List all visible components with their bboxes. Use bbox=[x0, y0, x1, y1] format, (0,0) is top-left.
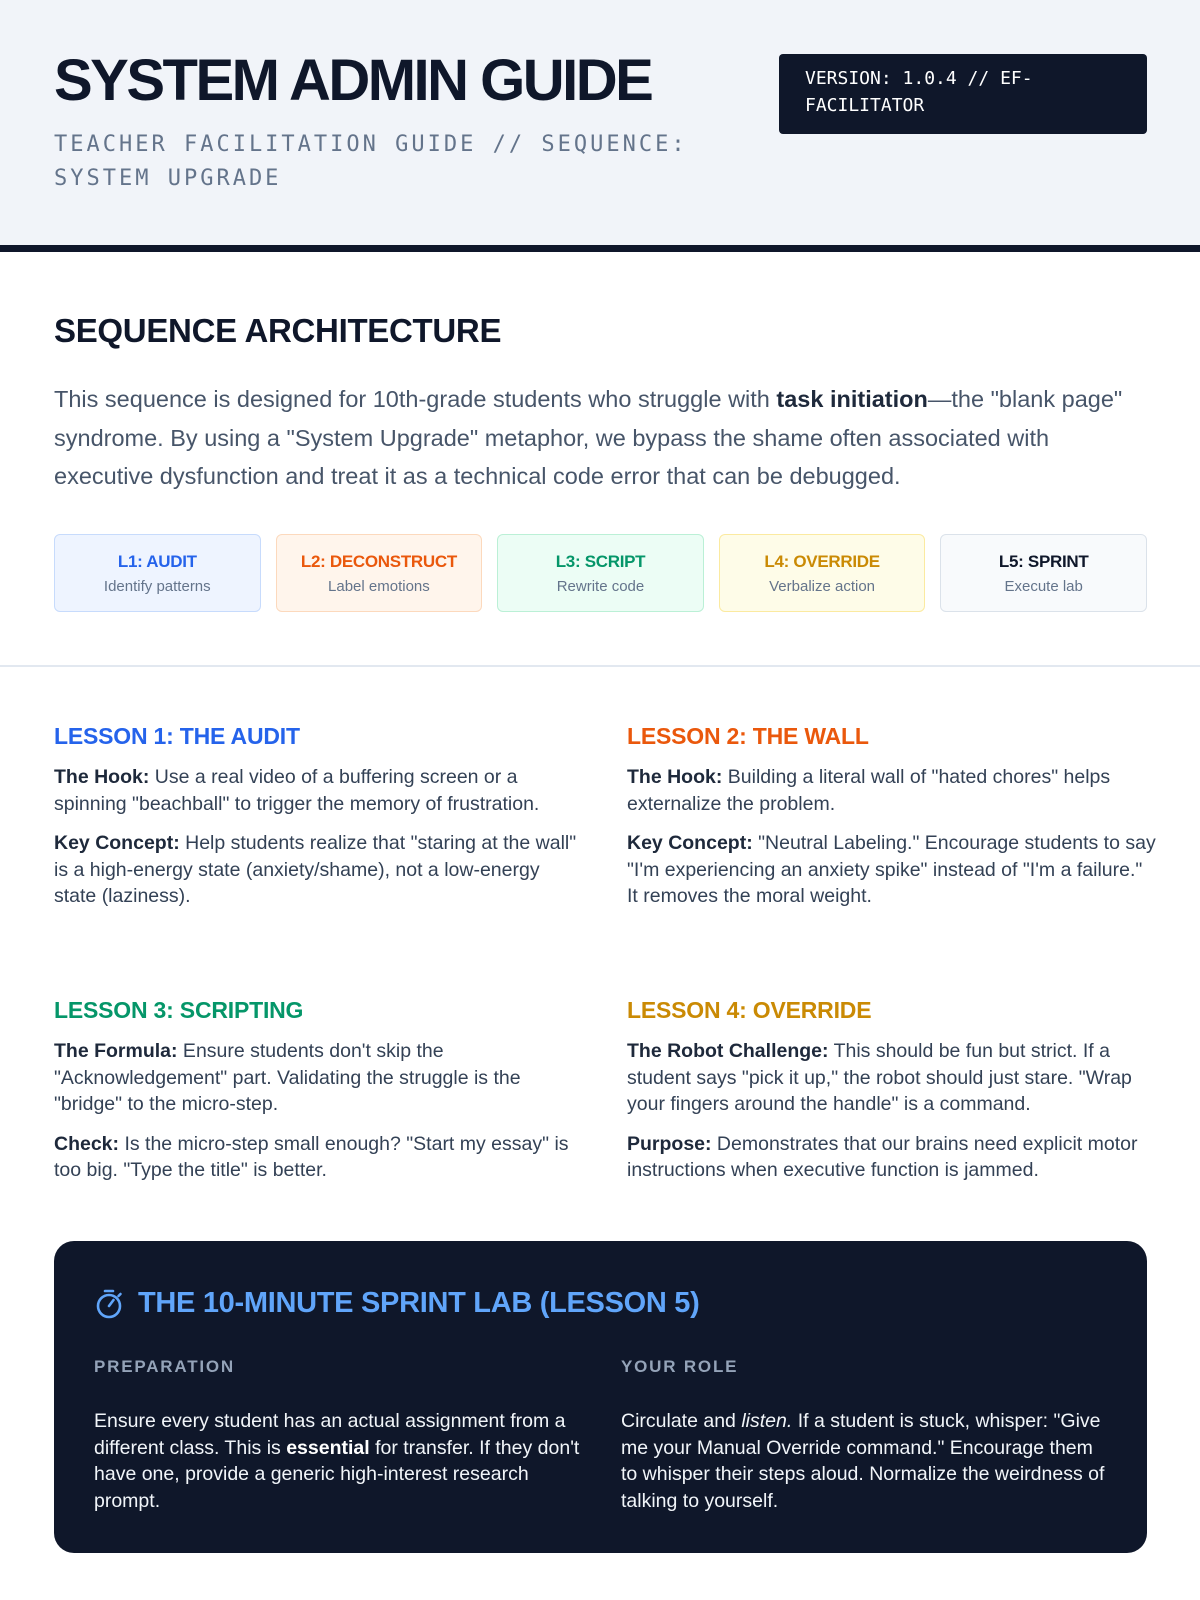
lesson-title: LESSON 4: OVERRIDE bbox=[627, 997, 872, 1023]
step-card-sprint bbox=[940, 534, 1147, 612]
lesson-term: The Hook: bbox=[54, 766, 150, 788]
prep-text-start: Ensure every student has an actual assignment from a different class. This is bbox=[94, 1410, 566, 1459]
lesson-text: Demonstrates that our brains need explicit motor instructions when executive function is jammed. bbox=[627, 1132, 1138, 1181]
version-badge: VERSION: 1.0.4 // EF-FACILITATOR bbox=[779, 54, 1147, 134]
lesson-term: The Hook: bbox=[627, 766, 723, 788]
lesson-text: Ensure students don't skip the "Acknowledgement" part. Validating the struggle is the "bridge" to the micro-step. bbox=[54, 1040, 521, 1115]
step-sublabel: Identify patterns bbox=[103, 577, 211, 595]
lesson-text: "Neutral Labeling." Encourage students to say "I'm experiencing an anxiety spike" instead of "I'm a failure." It removes the moral weight. bbox=[627, 832, 1156, 907]
role-emphasis: listen. bbox=[741, 1410, 793, 1432]
lesson-title: LESSON 3: SCRIPTING bbox=[54, 997, 304, 1023]
lesson-term: The Formula: bbox=[54, 1040, 178, 1062]
lesson-title: LESSON 2: THE WALL bbox=[627, 723, 869, 749]
desc-text-start: This sequence is designed for 10th-grade students who struggle with bbox=[54, 386, 777, 412]
preparation-text bbox=[94, 1408, 584, 1514]
step-card-deconstruct bbox=[276, 534, 483, 612]
lesson-text: Use a real video of a buffering screen or a spinning "beachball" to trigger the memory of frustration. bbox=[54, 766, 540, 815]
step-card-script bbox=[497, 534, 704, 612]
lesson-3-block bbox=[54, 997, 584, 1184]
lesson-paragraph bbox=[627, 764, 1157, 817]
desc-bold-term: task initiation bbox=[776, 386, 928, 412]
section-divider bbox=[0, 665, 1200, 667]
page-title: SYSTEM ADMIN GUIDE bbox=[54, 48, 652, 113]
section-title-architecture: SEQUENCE ARCHITECTURE bbox=[54, 312, 502, 349]
sprint-lab-panel bbox=[54, 1241, 1147, 1553]
step-label: L1: AUDIT bbox=[117, 551, 197, 571]
step-label: L4: OVERRIDE bbox=[764, 551, 880, 571]
lesson-2-block bbox=[627, 723, 1157, 910]
preparation-label: PREPARATION bbox=[94, 1357, 236, 1376]
lesson-paragraph bbox=[627, 1131, 1157, 1184]
lesson-term: Key Concept: bbox=[627, 832, 753, 854]
lesson-text: Building a literal wall of "hated chores" helps externalize the problem. bbox=[627, 766, 1111, 815]
lesson-paragraph bbox=[54, 830, 584, 910]
lesson-paragraph bbox=[54, 1038, 584, 1118]
sprint-lab-header bbox=[94, 1287, 700, 1320]
lesson-text: Is the micro-step small enough? "Start my essay" is too big. "Type the title" is better. bbox=[54, 1132, 569, 1181]
your-role-label: YOUR ROLE bbox=[621, 1357, 739, 1376]
architecture-description bbox=[54, 380, 1154, 496]
desc-text-end: —the "blank page" syndrome. By using a "System Upgrade" metaphor, we bypass the shame often associated with executive dysfunction and treat it as a technical code error that can be debugged. bbox=[54, 386, 1123, 489]
lesson-paragraph bbox=[627, 1038, 1157, 1118]
lesson-paragraph bbox=[627, 830, 1157, 910]
lesson-text: This should be fun but strict. If a student says "pick it up," the robot should just stare. "Wrap your fingers around the handle" is a command. bbox=[627, 1040, 1132, 1115]
lesson-1-block bbox=[54, 723, 584, 910]
your-role-text bbox=[621, 1408, 1111, 1514]
stopwatch-icon bbox=[94, 1288, 124, 1320]
your-role-column bbox=[621, 1357, 1111, 1514]
sequence-steps bbox=[54, 534, 1147, 612]
step-sublabel: Label emotions bbox=[328, 577, 430, 595]
role-text-start: Circulate and bbox=[621, 1410, 742, 1432]
step-sublabel: Verbalize action bbox=[769, 577, 876, 595]
lesson-paragraph bbox=[54, 764, 584, 817]
lesson-paragraph bbox=[54, 1131, 584, 1184]
lesson-term: Key Concept: bbox=[54, 832, 180, 854]
preparation-column bbox=[94, 1357, 584, 1514]
role-text-end: If a student is stuck, whisper: "Give me your Manual Override command." Encourage them to whisper their steps aloud. Normalize the weirdness of talking to yourself. bbox=[621, 1410, 1105, 1512]
prep-bold-term: essential bbox=[286, 1436, 370, 1459]
lesson-title: LESSON 1: THE AUDIT bbox=[54, 723, 300, 749]
step-sublabel: Execute lab bbox=[1004, 577, 1083, 595]
step-label: L3: SCRIPT bbox=[555, 551, 646, 571]
lesson-term: Purpose: bbox=[627, 1132, 712, 1155]
step-card-override bbox=[719, 534, 926, 612]
step-label: L2: DECONSTRUCT bbox=[300, 551, 457, 571]
step-sublabel: Rewrite code bbox=[556, 577, 645, 595]
lesson-term: The Robot Challenge: bbox=[627, 1040, 829, 1062]
lesson-term: Check: bbox=[54, 1132, 120, 1155]
step-card-audit bbox=[54, 534, 261, 612]
sprint-lab-title: THE 10-MINUTE SPRINT LAB (LESSON 5) bbox=[138, 1287, 700, 1319]
lesson-4-block bbox=[627, 997, 1157, 1184]
prep-text-end: for transfer. If they don't have one, provide a generic high-interest research prompt. bbox=[94, 1436, 580, 1512]
step-label: L5: SPRINT bbox=[998, 551, 1089, 571]
page-subtitle: TEACHER FACILITATION GUIDE // SEQUENCE: SYSTEM UPGRADE bbox=[54, 132, 688, 191]
lesson-text: Help students realize that "staring at the wall" is a high-energy state (anxiety/shame), not a low-energy state (laziness). bbox=[54, 832, 577, 907]
header-banner bbox=[0, 0, 1200, 252]
